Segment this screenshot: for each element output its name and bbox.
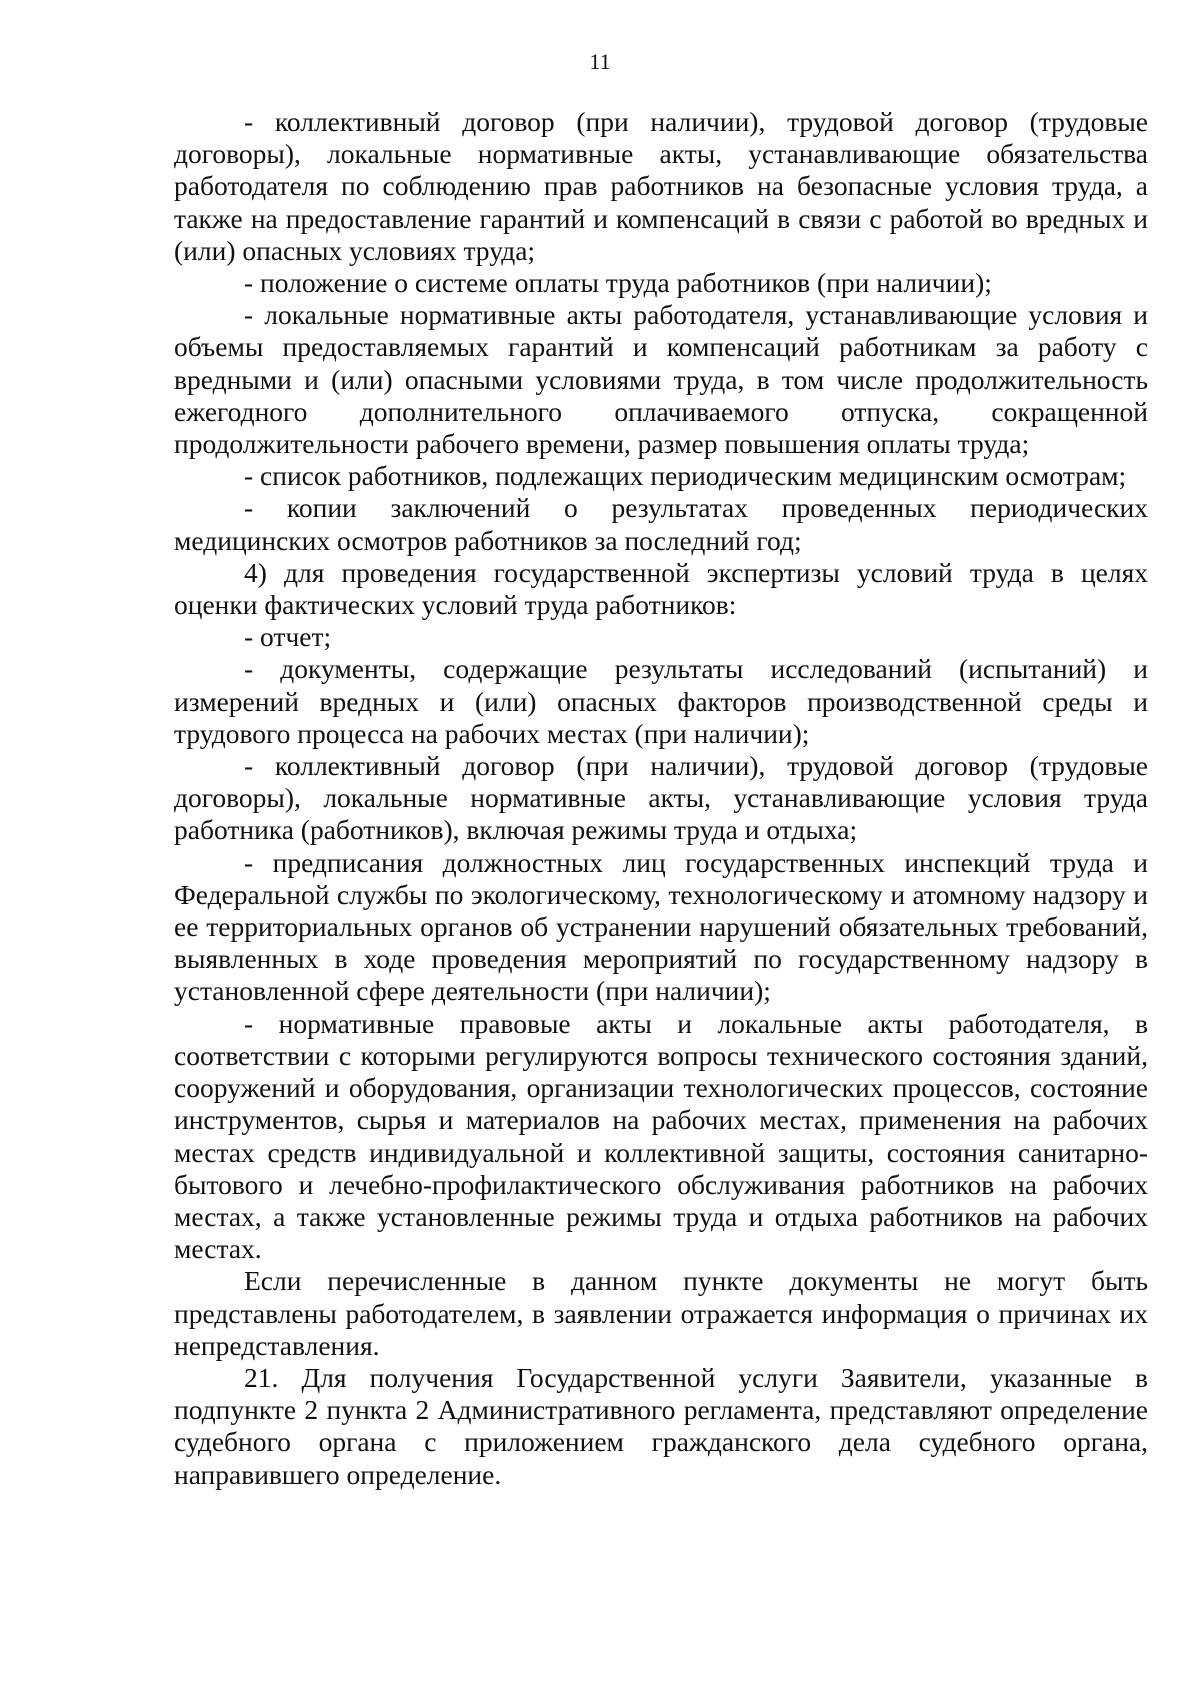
- paragraph: - коллективный договор (при наличии), трудовой договор (трудовые договоры), локальные нормативные акты, устанавливающие условия труда работника (работников), включая режимы труда и отдыха;: [174, 750, 1148, 846]
- paragraph: 21. Для получения Государственной услуги Заявители, указанные в подпункте 2 пункта 2 Административного регламента, представляют определение судебного органа с приложением гражданского дела судебного органа, направившего определение.: [174, 1361, 1148, 1490]
- paragraph: - положение о системе оплаты труда работников (при наличии);: [244, 267, 992, 299]
- paragraph: - документы, содержащие результаты исследований (испытаний) и измерений вредных и (или) опасных факторов производственной среды и трудового процесса на рабочих местах (при наличии);: [174, 653, 1148, 749]
- paragraph: - копии заключений о результатах проведенных периодических медицинских осмотров работников за последний год;: [174, 492, 1148, 556]
- paragraph: - локальные нормативные акты работодателя, устанавливающие условия и объемы предоставляемых гарантий и компенсаций работникам за работу с вредными и (или) опасными условиями труда, в том числе продолжительность ежегодного дополнительного оплачиваемого отпуска, сокращенной продолжительности рабочего времени, размер повышения оплаты труда;: [174, 299, 1148, 460]
- paragraph: - список работников, подлежащих периодическим медицинским осмотрам;: [244, 460, 1127, 492]
- paragraph: - предписания должностных лиц государственных инспекций труда и Федеральной службы по экологическому, технологическому и атомному надзору и ее территориальных органов об устранении нарушений обязательных требований, выявленных в ходе проведения мероприятий по государственному надзору в установленной сфере деятельности (при наличии);: [174, 846, 1148, 1007]
- page-number: 11: [589, 49, 611, 74]
- body-text: [174, 106, 1148, 1491]
- paragraph: Если перечисленные в данном пункте документы не могут быть представлены работодателем, в заявлении отражается информация о причинах их непредставления.: [174, 1265, 1148, 1361]
- paragraph: - нормативные правовые акты и локальные акты работодателя, в соответствии с которыми регулируются вопросы технического состояния зданий, сооружений и оборудования, организации технологических процессов, состояние инструментов, сырья и материалов на рабочих местах, применения на рабочих местах средств индивидуальной и коллективной защиты, состояния санитарно-бытового и лечебно-профилактического обслуживания работников на рабочих местах, а также установленные режимы труда и отдыха работников на рабочих местах.: [174, 1007, 1148, 1265]
- paragraph: 4) для проведения государственной экспертизы условий труда в целях оценки фактических условий труда работников:: [174, 556, 1148, 621]
- paragraph: - отчет;: [244, 621, 332, 653]
- paragraph: - коллективный договор (при наличии), трудовой договор (трудовые договоры), локальные нормативные акты, устанавливающие обязательства работодателя по соблюдению прав работников на безопасные условия труда, а также на предоставление гарантий и компенсаций в связи с работой во вредных и (или) опасных условиях труда;: [174, 106, 1148, 266]
